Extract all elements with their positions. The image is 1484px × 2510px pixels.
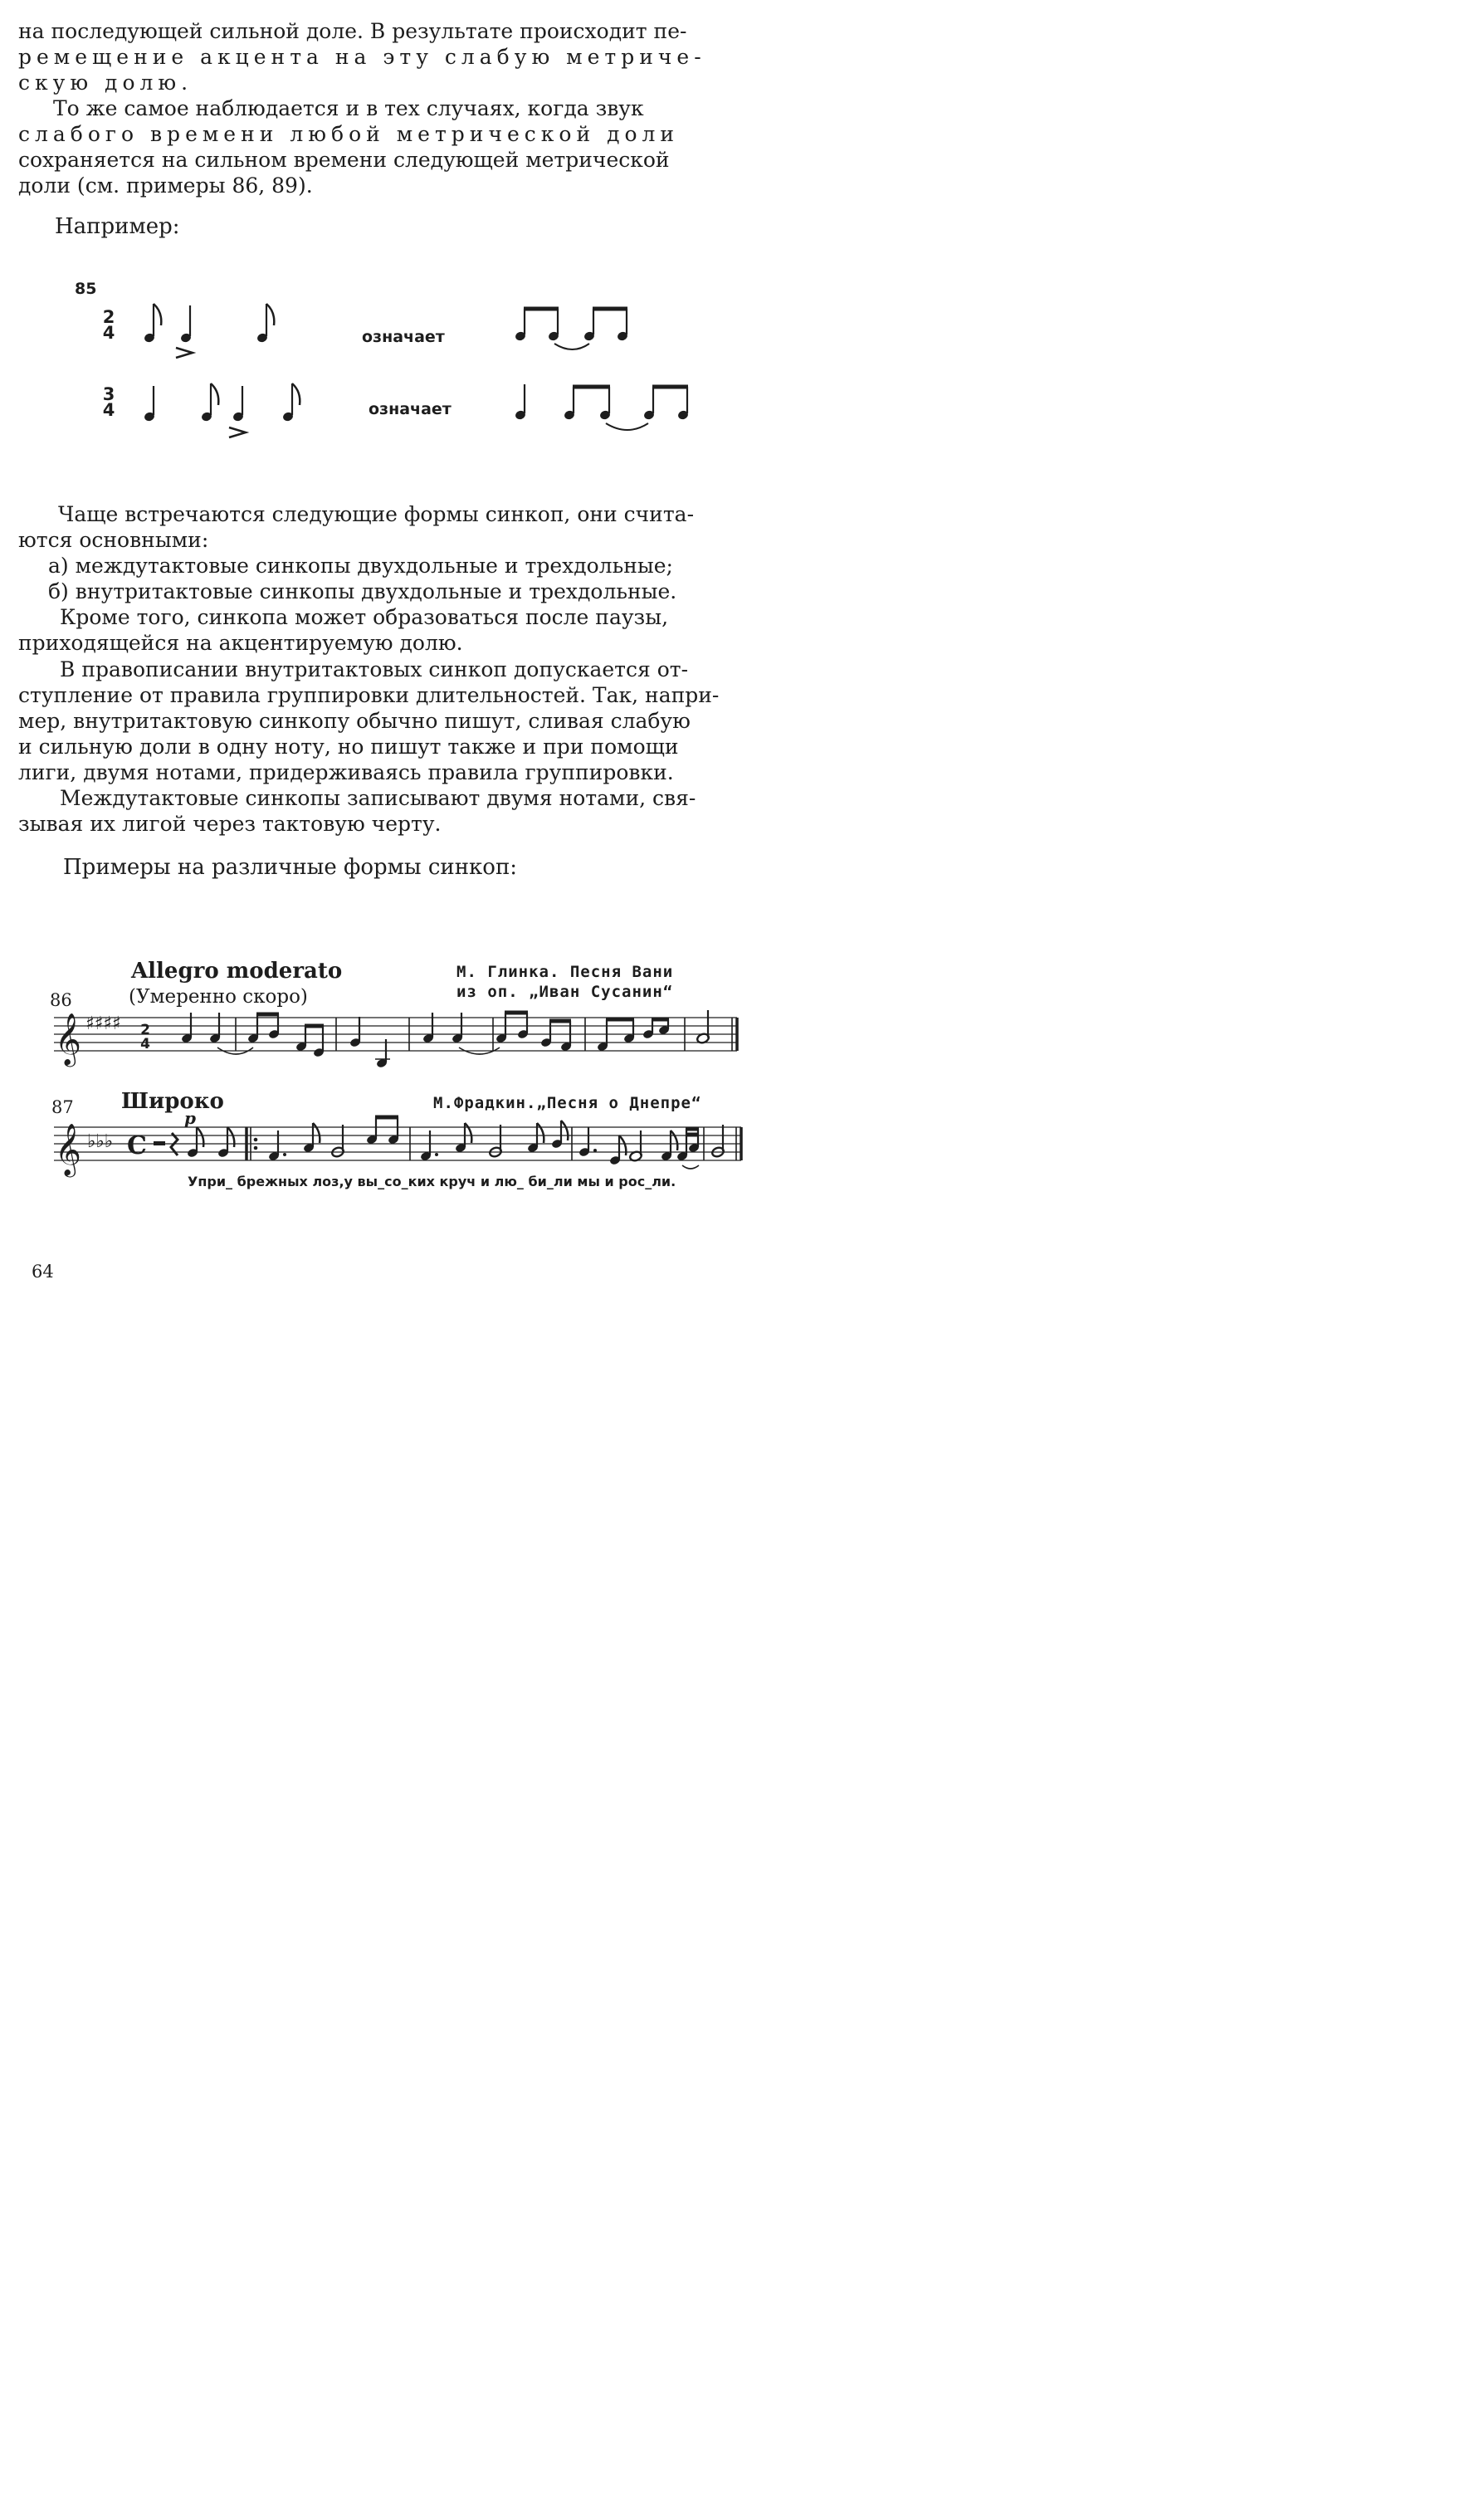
time-bottom: 4 bbox=[102, 323, 115, 343]
time-top: 2 bbox=[140, 1022, 150, 1038]
example-87-tempo: Широко bbox=[121, 1089, 224, 1114]
list-item: б) внутритактовые синкопы двухдольные и трехдольные. bbox=[48, 579, 677, 603]
text-line: В правописании внутритактовых синкоп допускается от- bbox=[60, 657, 689, 681]
example-87-lyrics: Упри_ брежных лоз,у вы_со_ких круч и лю_ би_ли мы и рос_ли. bbox=[188, 1174, 676, 1189]
half-rest-icon bbox=[154, 1141, 165, 1145]
text-line: приходящейся на акцентируемую долю. bbox=[18, 631, 463, 655]
example-85-row1-means: означает bbox=[362, 328, 445, 346]
text-line: ступление от правила группировки длительностей. Так, напри- bbox=[18, 683, 720, 707]
text-line: Кроме того, синкопа может образоваться после паузы, bbox=[60, 605, 669, 629]
text-line: скую долю. bbox=[18, 71, 193, 95]
treble-clef-icon: 𝄞 bbox=[55, 1123, 81, 1175]
example-87-dynamic: p bbox=[184, 1108, 196, 1128]
example-87-number: 87 bbox=[51, 1097, 74, 1117]
example-87-staff bbox=[0, 0, 773, 1306]
flat-key-signature-icon: ♭♭♭ bbox=[87, 1131, 114, 1152]
example-86-number: 86 bbox=[50, 990, 72, 1010]
time-top: 2 bbox=[102, 307, 115, 327]
text-line: слабого времени любой метрической доли bbox=[18, 122, 680, 146]
sharp-key-signature-icon: ♯♯♯♯ bbox=[85, 1013, 121, 1034]
example-86-tempo: Allegro moderato bbox=[131, 959, 343, 984]
examples-heading: Примеры на различные формы синкоп: bbox=[63, 855, 518, 880]
example-87-composer: М.Фрадкин.„Песня о Днепре“ bbox=[433, 1094, 702, 1112]
time-top: 3 bbox=[102, 384, 115, 404]
treble-clef-icon: 𝄞 bbox=[55, 1013, 81, 1065]
book-page bbox=[0, 0, 773, 1306]
example-85-row2-means: означает bbox=[369, 400, 452, 418]
example-86-composer: М. Глинка. Песня Вани bbox=[456, 963, 674, 981]
example-86-source: из оп. „Иван Сусанин“ bbox=[456, 983, 674, 1001]
example-86-tempo-translation: (Умеренно скоро) bbox=[129, 986, 308, 1008]
text-line: мер, внутритактовую синкопу обычно пишут, сливая слабую bbox=[18, 709, 691, 733]
text-line: зывая их лигой через тактовую черту. bbox=[18, 812, 442, 836]
text-line: ремещение акцента на эту слабую метриче- bbox=[18, 45, 706, 69]
slur bbox=[682, 1165, 699, 1169]
time-bottom: 4 bbox=[102, 400, 115, 420]
repeat-dot bbox=[254, 1146, 258, 1150]
text-line: Междутактовые синкопы записывают двумя нотами, свя- bbox=[60, 786, 696, 810]
text-line: лиги, двумя нотами, придерживаясь правила группировки. bbox=[18, 760, 674, 784]
common-time-icon: C bbox=[127, 1131, 147, 1160]
list-item: а) междутактовые синкопы двухдольные и трехдольные; bbox=[48, 554, 673, 578]
repeat-dot bbox=[254, 1138, 258, 1142]
text-line: Чаще встречаются следующие формы синкоп, они счита- bbox=[58, 502, 695, 526]
text-line: То же самое наблюдается и в тех случаях, когда звук bbox=[53, 96, 644, 120]
text-line: сохраняется на сильном времени следующей метрической bbox=[18, 148, 670, 172]
page-number: 64 bbox=[32, 1262, 54, 1282]
text-line: ются основными: bbox=[18, 528, 209, 552]
example-85-number: 85 bbox=[75, 280, 97, 298]
melody-notes bbox=[187, 1117, 725, 1169]
for-example-label: Например: bbox=[55, 214, 180, 239]
time-bottom: 4 bbox=[140, 1036, 150, 1052]
text-line: и сильную доли в одну ноту, но пишут также и при помощи bbox=[18, 735, 679, 759]
text-line: доли (см. примеры 86, 89). bbox=[18, 173, 313, 198]
text-line: на последующей сильной доле. В результате происходит пе- bbox=[18, 19, 687, 43]
